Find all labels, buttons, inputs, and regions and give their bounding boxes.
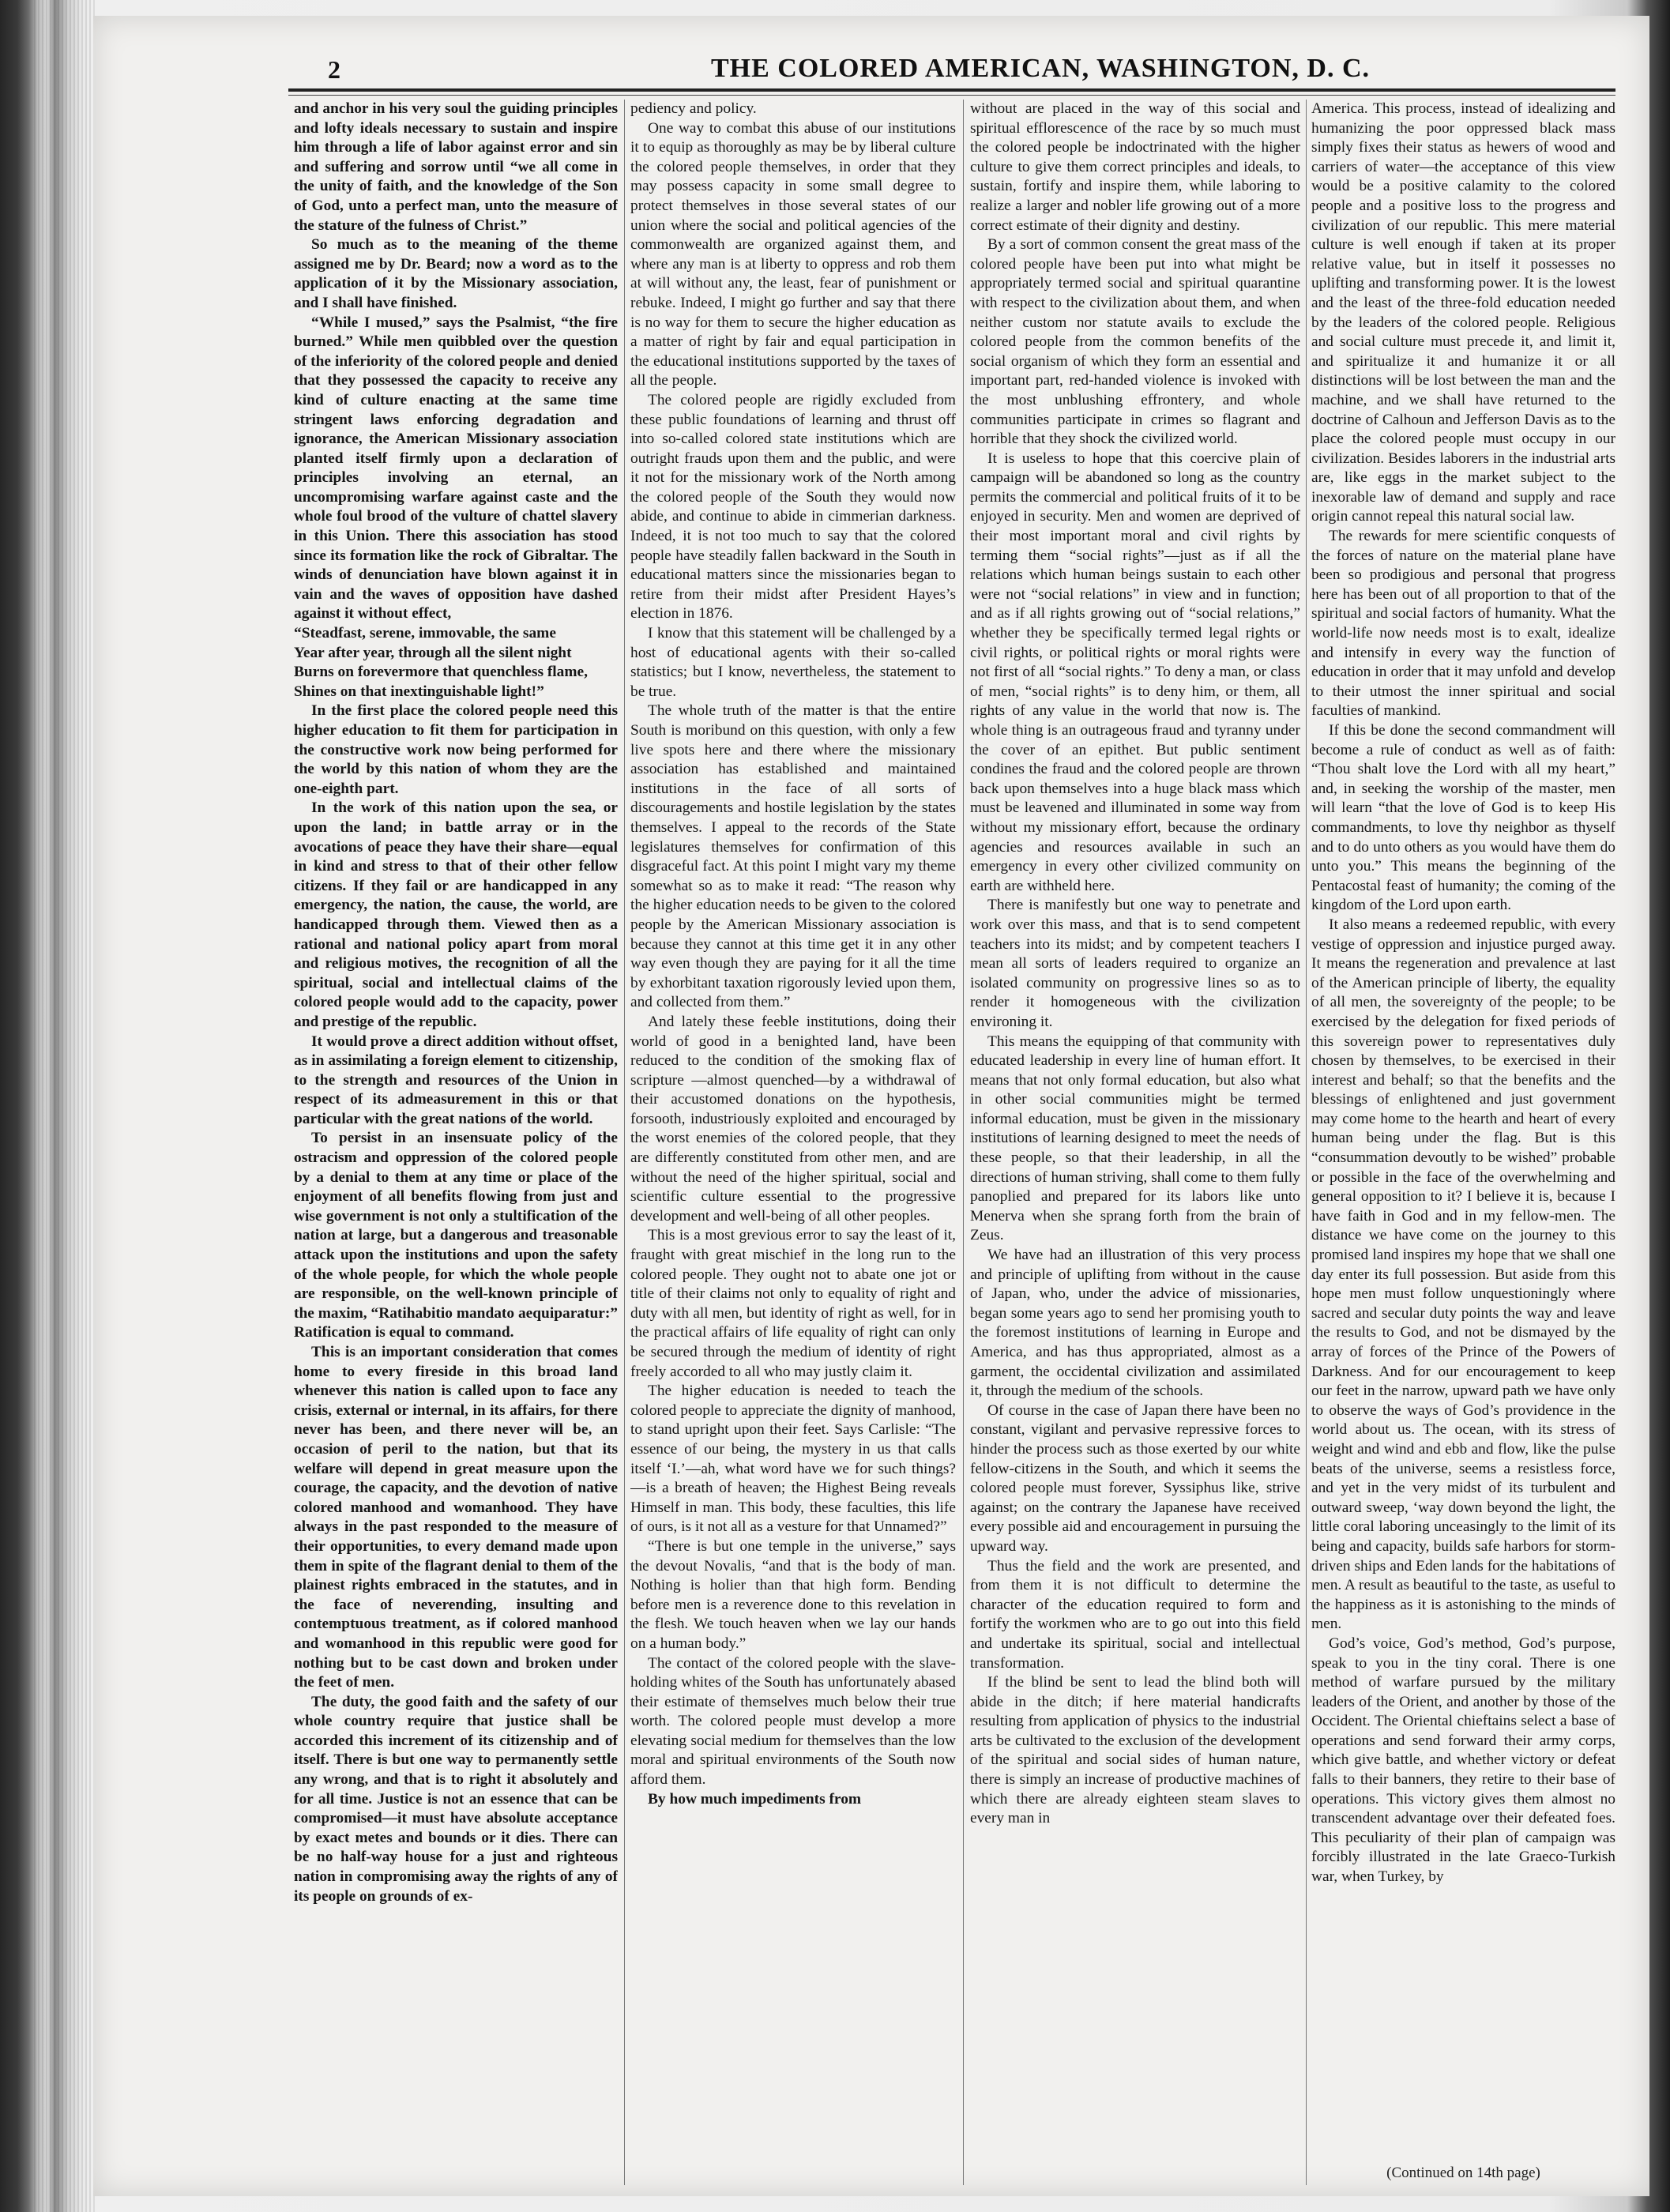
article-paragraph: This is an important consideration that comes home to every fireside in this broad land whenever this nation is called upon to face any crisis, external or internal, in its affairs, for there never has been, and there never will be, an occasion of peril to the nation, but that its welfare will depend in great measure upon the courage, the capacity, and the devotion of native colored manhood and womanhood. They have always in the past responded to the measure of their opportunities, to every demand made upon them in spite of the flagrant denial to them of the plainest rights embraced in the statutes, and in the face of neverending, insulting and contemptuous treatment, as if colored manhood and womanhood in this republic were good for nothing but to be cast down and broken under the feet of men. [294,1344,618,1691]
article-paragraph: So much as to the meaning of the theme assigned me by Dr. Beard; now a word as to the application of it by the Missionary association, and I shall have finished. [294,236,618,311]
column-divider [1306,100,1307,2185]
article-paragraph: America. This process, instead of idealizing and humanizing the poor oppressed black mass simply fixes their status as hewers of wood and carriers of water—the acceptance of this view would be a positive calamity to the colored people and a positive loss to the progress and civilization of our republic. This mere material culture is well enough if taken at its proper relative value, but in itself it possesses no uplifting and transforming power. It is the lowest and the least of the three-fold education needed by the leaders of the colored people. Religious and social culture must precede it, and limit it, and spiritualize it and humanize it or all distinctions will be lost between the man and the machine, and we shall have returned to the doctrine of Calhoun and Jefferson Davis as to the place the colored people must occupy in our civilization. Besides laborers in the industrial arts are, like eggs in the market subject to the inexorable law of demand and supply and race origin cannot repeal this natural social law. [1311,100,1615,525]
verse-line: “Steadfast, serene, immovable, the same [294,625,556,642]
article-paragraph: There is manifestly but one way to penetrate and work over this mass, and that is to send competent teachers into its midst; and by competent teachers I mean all sorts of leaders required to organize an isolated community on progressive lines so as to render it homogeneous with the civilization environing it. [970,897,1300,1030]
article-paragraph: The higher education is needed to teach the colored people to appreciate the dignity of manhood, to stand upright upon their feet. Says Carlisle: “The essence of our being, the mystery in us that calls itself ‘I.’—ah, what word have we for such things?—is a breath of heaven; the Highest Being reveals Himself in man. This body, these faculties, this life of ours, is it not all as a vesture for that Unnamed?” [630,1382,956,1536]
verse-line: Burns on forevermore that quenchless flame, [294,664,588,681]
article-paragraph: And lately these feeble institutions, doing their world of good in a benighted land, have been reduced to the condition of the smoking flax of scripture —almost quenched—by a withdrawal of their accustomed donations on the hypothesis, forsooth, industriously exploited and encouraged by the worst enemies of the colored people, that they are differently constituted from other men, and are without the need of the higher spiritual, social and scientific culture essential to the progressive development and well-being of all other peoples. [630,1013,956,1224]
article-column-2 [630,100,956,2185]
masthead-title: THE COLORED AMERICAN, WASHINGTON, D. C. [711,54,1371,83]
article-paragraph: God’s voice, God’s method, God’s purpose, speak to you in the tiny coral. There is one method of warfare pursued by the military leaders of the Orient, and another by those of the Occident. The Oriental chieftains select a base of operations and send forward their army corps, which give battle, and whether victory or defeat falls to their banners, they retire to their base of operations. This victory gives them almost no transcendent advantage over their defeated foes. This peculiarity of their plan of campaign was forcibly illustrated in the late Graeco-Turkish war, when Turkey, by [1311,1635,1615,1886]
column-divider [963,100,964,2185]
article-paragraph: The contact of the colored people with the slave-holding whites of the South has unfortunately abased their estimate of themselves much below their true worth. The colored people must develop a more elevating social medium for themselves than the low moral and spiritual environments of the South now afford them. [630,1654,956,1789]
article-paragraph: If the blind be sent to lead the blind both will abide in the ditch; if here material handicrafts resulting from application of physics to the industrial arts be cultivated to the exclusion of the development of the spiritual and social sides of human nature, there is simply an increase of productive machines of which there are already eighteen steam slaves to every man in [970,1674,1300,1827]
article-paragraph: We have had an illustration of this very process and principle of uplifting from without in the cause of Japan, who, under the advice of missionaries, began some years ago to send her promising youth to the foremost institutions of learning in Europe and America, and has thus appropriated, almost as a garment, the occidental civilization and assimilated it, through the medium of the schools. [970,1247,1300,1400]
article-paragraph: By how much impediments from [648,1790,862,1808]
article-paragraph: without are placed in the way of this social and spiritual efflorescence of the race by so much must the colored people be indoctrinated with the higher culture to give them correct principles and ideals, to sustain, fortify and inspire them, while laboring to realize a larger and nobler life growing out of a more correct estimate of their dignity and destiny. [970,100,1300,234]
book-page-edges [32,0,95,2212]
article-paragraph: It would prove a direct addition without offset, as in assimilating a foreign element to citizenship, to the strength and resources of the Union in respect of its admeasurement in this or that particular with the great nations of the world. [294,1033,618,1127]
continued-notice: (Continued on 14th page) [1386,2165,1540,2181]
article-column-1 [294,100,618,2185]
article-paragraph: In the work of this nation upon the sea, or upon the land; in battle array or in the avocations of peace they have their share—equal in kind and stress to that of their other fellow citizens. If they fail or are handicapped in any emergency, the nation, the cause, the world, are handicapped through them. Viewed then as a rational and national policy apart from moral and religious motives, the recognition of all the spiritual, social and intellectual claims of the colored people would add to the capacity, power and prestige of the republic. [294,799,618,1030]
column-divider [624,100,625,2185]
article-paragraph: The colored people are rigidly excluded from these public foundations of learning and thrust off into so-called colored state institutions which are outright frauds upon them and the public, and were it not for the missionary work of the North among the colored people of the South they would now abide, and continue to abide in cimmerian darkness. Indeed, it is not too much to say that the colored people have steadily fallen backward in the South in educational matters since the missionaries began to retire from their midst after President Hayes’s election in 1876. [630,391,956,623]
article-paragraph: The rewards for mere scientific conquests of the forces of nature on the material plane have been so prodigious and personal that progress here has been out of all proportion to that of the spiritual and social factors of humanity. What the world-life now needs most is to exalt, idealize and intensify in every way the function of education in order that it may unfold and develop to their utmost the inner spiritual and social faculties of mankind. [1311,528,1615,720]
article-paragraph: This is a most grevious error to say the least of it, fraught with great mischief in the long run to the colored people. They ought not to abate one jot or title of their claims not only to equality of right and duty with all men, but identity of right as well, for in the practical affairs of life equality of right can only be secured through the medium of identity of right freely accorded to all who may justly claim it. [630,1227,956,1380]
header-rule-thin [288,95,1615,96]
article-column-4 [1311,100,1615,2185]
article-paragraph: By a sort of common consent the great mass of the colored people have been put into what might be appropriately termed social and spiritual quarantine with respect to the civilization about them, and when neither custom nor statute avails to exclude the colored people from the common benefits of the social organism of which they form an essential and important part, red-handed violence is invoked with the most unblushing effrontery, and whole communities participate in crimes so flagrant and horrible that they shock the civilized world. [970,236,1300,448]
article-paragraph: Of course in the case of Japan there have been no constant, vigilant and pervasive repressive forces to hinder the process such as those exerted by our white fellow-citizens in the South, and which it seems the colored people must forever, Syssiphus like, strive against; on the contrary the Japanese have received every possible aid and encouragement in pursuing the upward way. [970,1401,1300,1555]
article-paragraph: The duty, the good faith and the safety of our whole country require that justice shall be accorded this increment of its citizenship and of itself. There is but one way to permanently settle any wrong, and that is to right it absolutely and for all time. Justice is not an essence that can be compromised—it must have absolute acceptance by exact metes and bounds or it dies. There can be no half-way house for a just and righteous nation in compromising away the rights of any of its people on grounds of ex- [294,1693,618,1905]
article-paragraph: The whole truth of the matter is that the entire South is moribund on this question, with only a few live spots here and there where the missionary association has established and maintained institutions in the face of all sorts of discouragements and hostile legislation by the states themselves. I appeal to the records of the State legislatures themselves for confirmation of this disgraceful fact. At this point I might vary my theme somewhat so as to make it read: “The reason why the higher education needs to be given to the colored people by the American Missionary association is because they cannot at this time get it in any other way even though they are paying for it all the time by exhorbitant taxation rigorously levied upon them, and collected from them.” [630,702,956,1011]
article-paragraph: It also means a redeemed republic, with every vestige of oppression and injustice purged away. It means the regeneration and prevalence at last of the American principle of liberty, the equality of all men, the sovereignty of the people; to be exercised by the delegation for fixed periods of this sovereign power to representatives duly chosen by themselves, to be exercised in their interest and behalf; so that the benefits and the blessings of enlightened and just government may come home to the hearth and heart of every human being under the flag. But is this “consummation devoutly to be wished” probable or possible in the face of the overwhelming and general opposition to it? I believe it is, because I have faith in God and in my fellow-men. The distance we have come on the journey to this promised land inspires my hope that we shall one day enter its full possession. But aside from this hope men must follow unquestioningly where sacred and secular duty points the way and leave the results to God, and not be dismayed by the array of forces of the Prince of the Powers of Darkness. And for our encouragement to keep our feet in the narrow, upward path we have only to observe the ways of God’s providence in the world about us. The ocean, with its stress of weight and wind and ebb and flow, like the pulse beats of the universe, seems a resistless force, and yet in the very midst of its turbulent and outward sweep, ‘way down beyond the light, the little coral laboring unceasingly to the limit of its being and capacity, builds safe harbors for storm-driven ships and Eden lands for the habitations of men. A result as beautiful to the taste, as useful to the happiness as it is astonishing to the minds of men. [1311,916,1615,1633]
page-number: 2 [328,55,340,84]
article-paragraph: Thus the field and the work are presented, and from them it is not difficult to determine the character of the education required to form and fortify the workmen who are to go out into this field and undertake its spiritual, social and intellectual transformation. [970,1557,1300,1672]
article-paragraph: “There is but one temple in the universe,” says the devout Novalis, “and that is the body of man. Nothing is holier than that high form. Bending before men is a reverence done to this revelation in the flesh. We touch heaven when we lay our hands on a human body.” [630,1537,956,1652]
article-paragraph: It is useless to hope that this coercive plain of campaign will be abandoned so long as the country permits the commercial and political fruits of it to be enjoyed in security. Men and women are deprived of their most important moral and civil rights by terming them “social rights”—just as if all the relations which human beings sustain to each other were not “social relations” in view and in function; and as if all rights growing out of “social relations,” whether they be specifically termed legal rights or civil rights, or political rights or moral rights were not first of all “social rights.” To deny a man, or class of men, “social rights” is to deny him, or them, all rights of any value in the world that now is. The whole thing is an outrageous fraud and tyranny under the cover of an epithet. But public sentiment condines the fraud and the colored people are thrown back upon themselves into a huge black mass which must be leavened and illuminated in some way from without my missionary effort, because the ordinary agencies and resources available in such an emergency in every other civilized community on earth are withheld here. [970,450,1300,894]
article-paragraph: and anchor in his very soul the guiding principles and lofty ideals necessary to sustain and inspire him through a life of labor against error and sin and suffering and sorrow until “we all come in the unity of faith, and the knowledge of the Son of God, unto a perfect man, unto the measure of the stature of the fulness of Christ.” [294,100,618,234]
verse-line: Shines on that inextinguishable light!” [294,683,544,700]
article-paragraph: If this be done the second commandment will become a rule of conduct as well as of faith: “Thou shalt love the Lord with all my heart,” and, in seeking the worship of the master, men will learn “that the love of God is to keep His commandments, to love thy neighbor as thyself and to do unto others as you would have them do unto you.” This means the beginning of the Pentacostal feast of humanity; the coming of the kingdom of the Lord upon earth. [1311,722,1615,914]
article-paragraph: I know that this statement will be challenged by a host of educational agents with their so-called statistics; but I know, nevertheless, the statement to be true. [630,625,956,700]
article-paragraph: “While I mused,” says the Psalmist, “the fire burned.” While men quibbled over the question of the inferiority of the colored people and denied that they possessed the capacity to receive any kind of culture enacting at the same time stringent laws enforcing degradation and ignorance, the American Missionary association planted itself firmly upon a declaration of principles involving an eternal, an uncompromising warfare against caste and the whole foul brood of the vulture of chattel slavery in this Union. There this association has stood since its formation like the rock of Gibraltar. The winds of denunciation have blown against it in vain and the waves of opposition have dashed against it without effect, [294,314,618,623]
article-column-3 [970,100,1300,2185]
article-paragraph: This means the equipping of that community with educated leadership in every line of human effort. It means that not only formal education, but also what in other social communities might be termed informal education, must be given in the missionary institutions of learning designed to meet the needs of these people, so that their leadership, in all the directions of human striving, shall come to them fully panoplied and prepared for its labors like unto Menerva when she sprang forth from the brain of Zeus. [970,1033,1300,1244]
article-paragraph: pediency and policy. [630,100,757,117]
article-paragraph: One way to combat this abuse of our institutions it to equip as thoroughly as may be by liberal culture the colored people themselves, in order that they may possess capacity in some small degree to protect themselves in those several states of our union where the social and political agencies of the commonwealth are organized against them, and where any man is at liberty to oppress and rob them at will without any, the least, fear of punishment or rebuke. Indeed, I might go further and say that there is no way for them to secure the higher education as a matter of right by fair and equal participation in the educational institutions supported by the taxes of all the people. [630,119,956,389]
header-rule-thick [288,88,1615,92]
article-paragraph: In the first place the colored people need this higher education to fit them for participation in the constructive work now being performed for the world by this nation of whom they are the one-eighth part. [294,702,618,797]
verse-line: Year after year, through all the silent night [294,644,572,661]
article-paragraph: To persist in an insensuate policy of the ostracism and oppression of the colored people by a denial to them at any time or place of the enjoyment of all benefits flowing from just and wise government is not only a stultification of the nation at large, but a dangerous and treasonable attack upon the institutions and upon the safety of the whole people, for which the whole people are responsible, on the well-known principle of the maxim, “Ratihabitio mandato aequiparatur:” Ratification is equal to command. [294,1130,618,1341]
